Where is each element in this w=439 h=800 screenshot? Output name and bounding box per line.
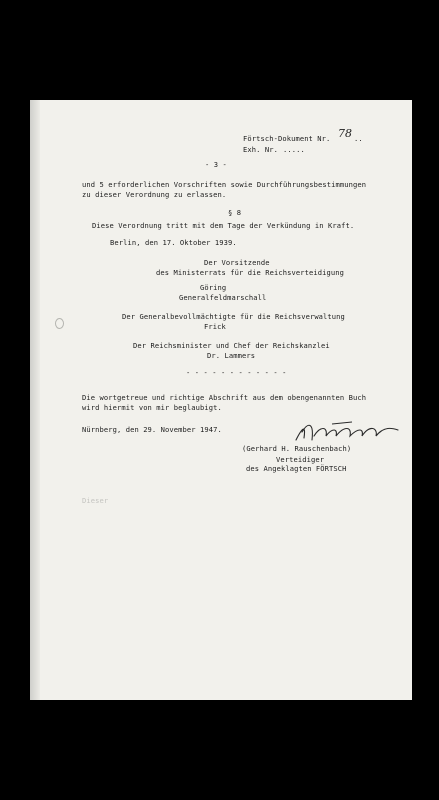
signatory-line: Der Generalbevollmächtigte für die Reichsverwaltung	[122, 312, 345, 321]
signer-name: (Gerhard H. Rauschenbach)	[242, 444, 352, 453]
exhibit-number: .....	[283, 145, 305, 154]
section-text: Diese Verordnung tritt mit dem Tage der Verkündung in Kraft.	[92, 221, 355, 230]
signatory-line: Der Vorsitzende	[204, 258, 270, 267]
signatory-line: Der Reichsminister und Chef der Reichskanzlei	[133, 341, 330, 350]
certification-line: wird hiermit von mir beglaubigt.	[82, 403, 222, 412]
signatory-line: des Ministerrats für die Reichsverteidigung	[156, 268, 344, 277]
body-line: zu dieser Verordnung zu erlassen.	[82, 190, 227, 199]
document-label: Förtsch-Dokument Nr.	[243, 134, 331, 143]
place-date: Berlin, den 17. Oktober 1939.	[110, 238, 237, 247]
section-mark: § 8	[228, 208, 242, 217]
signatory-name: Göring	[200, 283, 227, 292]
bleed-through-text: Dieser	[82, 496, 109, 505]
page-number: - 3 -	[205, 160, 227, 169]
page-edge-shadow	[30, 100, 40, 700]
signatory-line: Generalfeldmarschall	[179, 293, 267, 302]
signatory-name: Frick	[204, 322, 226, 331]
document-number: 78	[338, 127, 352, 140]
punch-hole-mark	[55, 318, 64, 329]
document-number-dots: ..	[354, 134, 363, 143]
divider-line: - - - - - - - - - - - -	[186, 368, 287, 377]
signer-role: Verteidiger	[276, 455, 325, 464]
certification-line: Die wortgetreue und richtige Abschrift aus dem obengenannten Buch	[82, 393, 367, 402]
closing-date: Nürnberg, den 29. November 1947.	[82, 425, 222, 434]
signatory-name: Dr. Lammers	[207, 351, 256, 360]
exhibit-label: Exh. Nr.	[243, 145, 278, 154]
signer-client: des Angeklagten FÖRTSCH	[246, 464, 347, 473]
body-line: und 5 erforderlichen Vorschriften sowie Durchführungsbestimmungen	[82, 180, 367, 189]
